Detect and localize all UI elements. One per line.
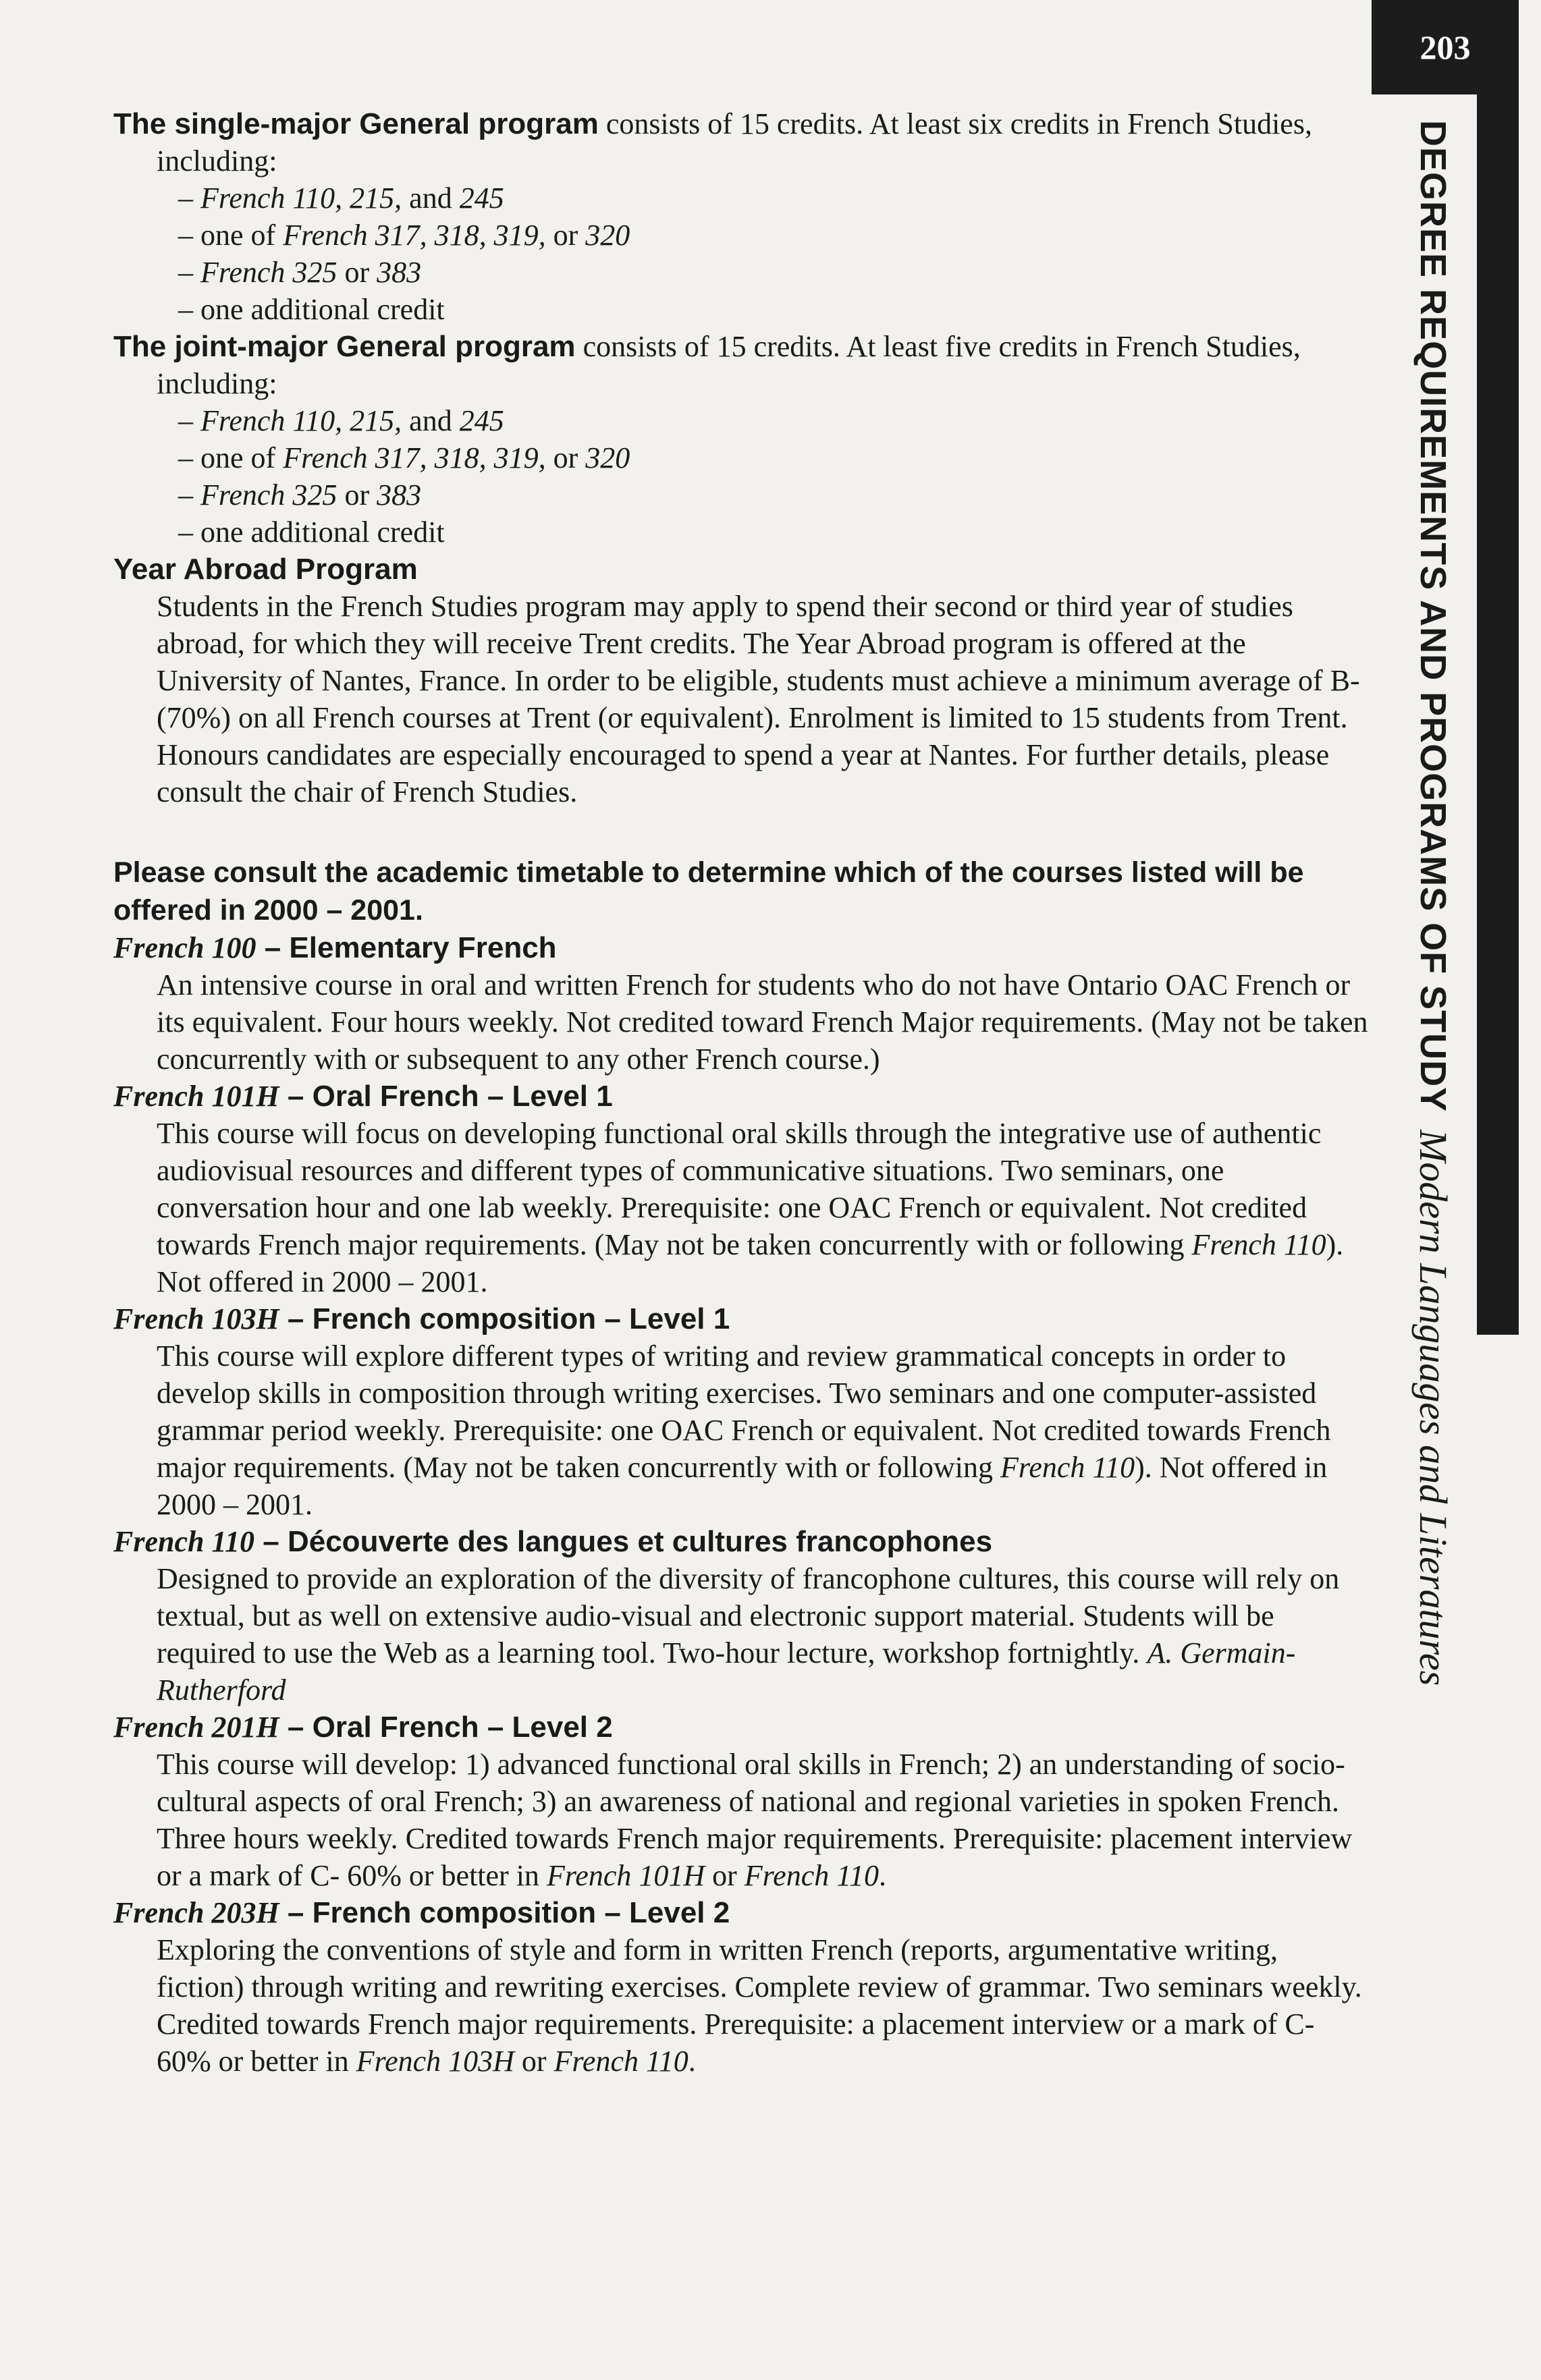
program-intro xyxy=(113,105,1369,179)
text-run: or xyxy=(337,256,377,289)
program-single-major xyxy=(113,105,1369,328)
course-name: French composition – Level 1 xyxy=(312,1302,730,1335)
text-run: – one additional credit xyxy=(178,516,445,549)
course-reference: French 317, 318, 319, xyxy=(283,441,546,474)
course-reference: A. Germain-Rutherford xyxy=(157,1636,1296,1707)
side-running-title xyxy=(1389,120,1477,1686)
program-intro xyxy=(113,328,1369,402)
text-run: – xyxy=(178,404,200,437)
requirement-item xyxy=(113,476,1369,514)
course-french-103h xyxy=(113,1300,1369,1523)
text-run: Exploring the conventions of style and form in written French (reports, argumentative writing, fiction) through writing and rewriting exercises. Complete review of grammar. Two seminars weekly. Credited towards French major requirements. Prerequisite: a placement interview or a mark of C- 60% or better in xyxy=(157,1933,1362,2078)
course-code: French 103H xyxy=(113,1302,279,1335)
text-run: – one additional credit xyxy=(178,293,445,326)
course-description xyxy=(113,1931,1369,2080)
side-tab-bar xyxy=(1477,93,1519,1335)
course-reference: French 110 xyxy=(1191,1228,1326,1261)
course-description xyxy=(113,1560,1369,1709)
course-description xyxy=(113,1746,1369,1894)
course-separator: – xyxy=(279,1711,313,1744)
course-reference: French 325 xyxy=(200,478,337,511)
program-description: consists of 15 credits. At least five credits in French Studies, including: xyxy=(157,330,1301,400)
course-reference: 245 xyxy=(459,404,504,437)
text-run: and xyxy=(402,182,460,215)
course-separator: – xyxy=(279,1302,313,1335)
course-title xyxy=(113,1300,1369,1337)
course-code: French 201H xyxy=(113,1711,279,1744)
course-separator: – xyxy=(279,1896,313,1929)
course-reference: French 110 xyxy=(1000,1451,1135,1484)
course-reference: 320 xyxy=(585,219,630,252)
requirement-item xyxy=(113,439,1369,476)
text-run: Designed to provide an exploration of the diversity of francophone cultures, this course will rely on textual, but as well on extensive audio-visual and electronic support material. Students will be required to use the Web as a learning tool. Two-hour lecture, workshop fortnightly. xyxy=(157,1562,1340,1669)
course-name: Elementary French xyxy=(289,931,557,964)
course-separator: – xyxy=(254,1525,288,1558)
course-name: Découverte des langues et cultures francophones xyxy=(287,1525,993,1558)
course-code: French 100 xyxy=(113,931,256,964)
text-run: – one of xyxy=(178,441,283,474)
program-joint-major xyxy=(113,328,1369,551)
course-description xyxy=(113,1115,1369,1300)
course-code: French 203H xyxy=(113,1896,279,1929)
course-reference: 383 xyxy=(377,478,422,511)
course-description xyxy=(113,966,1369,1078)
text-run: ). Not offered in 2000 – 2001. xyxy=(157,1228,1344,1298)
course-code: French 101H xyxy=(113,1080,279,1113)
course-french-101h xyxy=(113,1078,1369,1300)
requirement-item xyxy=(113,254,1369,291)
course-reference: French 325 xyxy=(200,256,337,289)
course-separator: – xyxy=(279,1080,313,1113)
text-run: or xyxy=(545,219,586,252)
text-run: – one of xyxy=(178,219,283,252)
text-run: and xyxy=(402,404,460,437)
text-run: This course will develop: 1) advanced functional oral skills in French; 2) an understanding of socio-cultural aspects of oral French; 3) an awareness of national and regional varieties in spoken French. Three hours weekly. Credited towards French major requirements. Prerequisite: placement interview or a mark of C- 60% or better in xyxy=(157,1748,1353,1892)
requirement-item xyxy=(113,514,1369,551)
text-run: . xyxy=(878,1859,886,1892)
course-name: Oral French – Level 1 xyxy=(312,1080,613,1113)
course-code: French 110 xyxy=(113,1525,255,1558)
text-run: ). Not offered in 2000 – 2001. xyxy=(157,1451,1328,1521)
course-reference: 245 xyxy=(459,182,504,215)
course-french-100 xyxy=(113,929,1369,1078)
text-run: . xyxy=(688,2045,696,2078)
text-run: or xyxy=(545,441,586,474)
text-run: – xyxy=(178,478,200,511)
course-name: French composition – Level 2 xyxy=(312,1896,730,1929)
course-reference: French 110, 215, xyxy=(200,404,402,437)
course-french-203h xyxy=(113,1894,1369,2080)
year-abroad-section xyxy=(113,551,1369,810)
course-french-110 xyxy=(113,1523,1369,1709)
page-number: 203 xyxy=(1372,0,1519,94)
text-run: This course will explore different types of writing and review grammatical concepts in order to develop skills in composition through writing exercises. Two seminars and one computer-assisted grammar period weekly. Prerequisite: one OAC French or equivalent. Not credited towards French major requirements. (May not be taken concurrently with or following xyxy=(157,1339,1331,1484)
year-abroad-text: Students in the French Studies program may apply to spend their second or third year of studies abroad, for which they will receive Trent credits. The Year Abroad program is offered at the University of Nantes, France. In order to be eligible, students must achieve a minimum average of B- (70%) on all French courses at Trent (or equivalent). Enrolment is limited to 15 students from Trent. Honours candidates are especially encouraged to spend a year at Nantes. For further details, please consult the chair of French Studies. xyxy=(157,590,1360,808)
page-content xyxy=(113,105,1369,2080)
program-heading: The joint-major General program xyxy=(113,330,576,363)
course-reference: French 110 xyxy=(553,2045,688,2078)
program-description: consists of 15 credits. At least six credits in French Studies, including: xyxy=(157,107,1312,177)
program-heading: The single-major General program xyxy=(113,107,599,140)
text-run: This course will focus on developing functional oral skills through the integrative use of authentic audiovisual resources and different types of communicative situations. Two seminars, one conversation hour and one lab weekly. Prerequisite: one OAC French or equivalent. Not credited towards French major requirements. (May not be taken concurrently with or following xyxy=(157,1117,1322,1261)
requirement-item xyxy=(113,402,1369,439)
requirement-item xyxy=(113,291,1369,328)
text-run: – xyxy=(178,182,200,215)
requirement-item xyxy=(113,217,1369,254)
course-french-201h xyxy=(113,1709,1369,1894)
course-reference: French 103H xyxy=(356,2045,514,2078)
section-title: DEGREE REQUIREMENTS AND PROGRAMS OF STUDY xyxy=(1413,120,1453,1113)
timetable-notice: Please consult the academic timetable to determine which of the courses listed will be offered in 2000 – 2001. xyxy=(113,856,1304,926)
text-run: or xyxy=(337,478,377,511)
department-title: Modern Languages and Literatures xyxy=(1411,1130,1455,1686)
text-run: – xyxy=(178,256,200,289)
course-description xyxy=(113,1337,1369,1523)
course-reference: French 110 xyxy=(744,1859,879,1892)
course-title xyxy=(113,1078,1369,1115)
course-title xyxy=(113,1894,1369,1931)
year-abroad-heading: Year Abroad Program xyxy=(113,553,418,586)
course-reference: French 317, 318, 319, xyxy=(283,219,546,252)
text-run: An intensive course in oral and written French for students who do not have Ontario OAC French or its equivalent. Four hours weekly. Not credited toward French Major requirements. (May not be taken concurrently with or subsequent to any other French course.) xyxy=(157,968,1368,1076)
course-reference: 320 xyxy=(585,441,630,474)
course-separator: – xyxy=(256,931,290,964)
course-title xyxy=(113,1709,1369,1746)
course-title xyxy=(113,1523,1369,1560)
course-reference: French 110, 215, xyxy=(200,182,402,215)
course-reference: French 101H xyxy=(546,1859,705,1892)
course-reference: 383 xyxy=(377,256,422,289)
text-run: or xyxy=(514,2045,554,2078)
course-title xyxy=(113,929,1369,966)
text-run: or xyxy=(705,1859,745,1892)
spacer xyxy=(113,810,1369,854)
requirement-item xyxy=(113,179,1369,217)
course-name: Oral French – Level 2 xyxy=(312,1711,613,1744)
